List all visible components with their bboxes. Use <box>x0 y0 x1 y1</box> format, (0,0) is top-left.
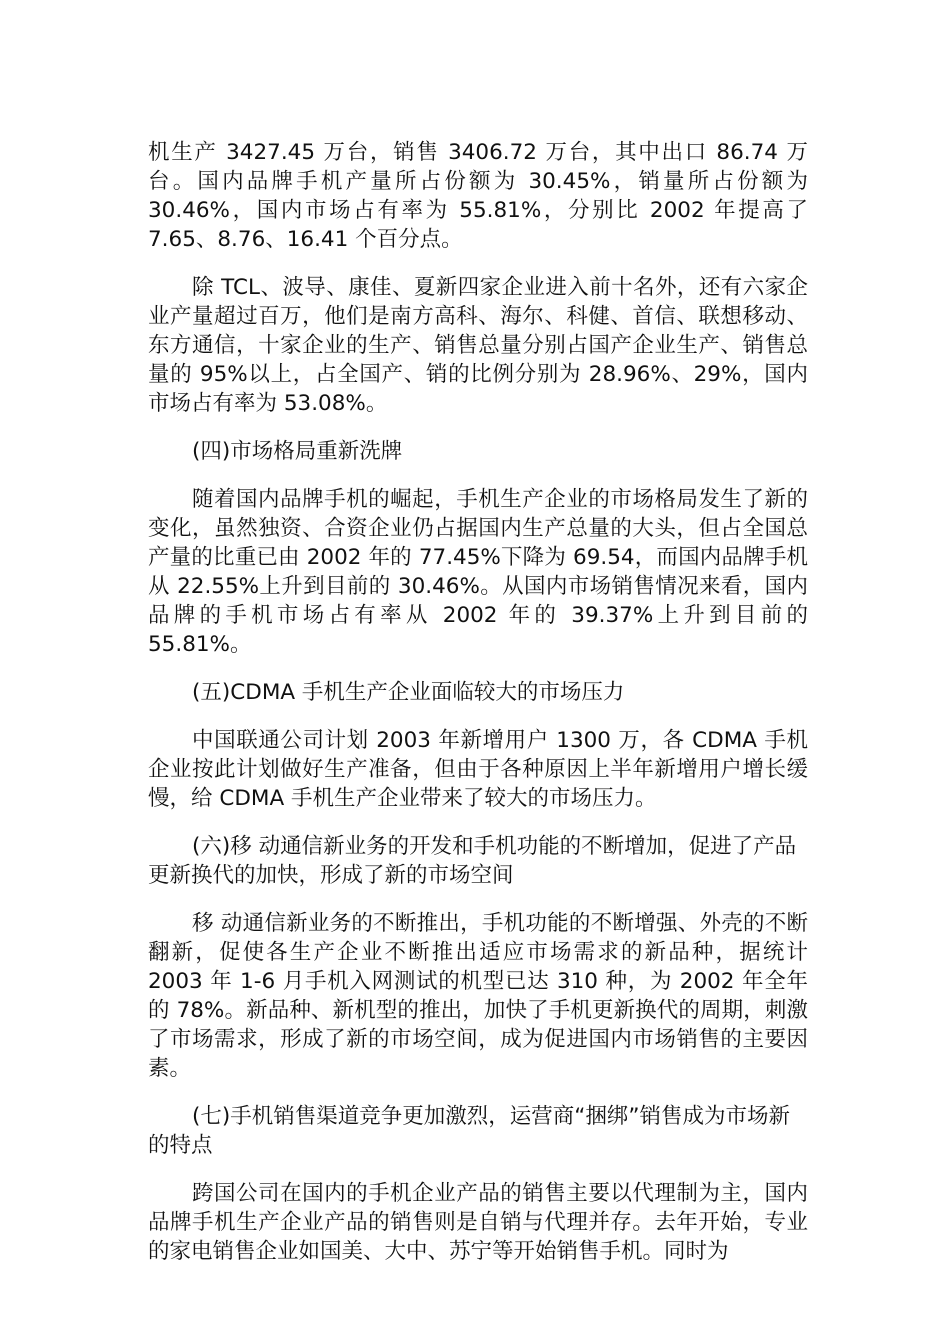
section-heading-6: (六)移 动通信新业务的开发和手机功能的不断增加，促进了产品更新换代的加快，形成了新的市场空间 <box>148 834 797 888</box>
section-heading-7: (七)手机销售渠道竞争更加激烈，运营商“捆绑”销售成为市场新的特点 <box>148 1104 791 1158</box>
paragraph-new-services: 移 动通信新业务的不断推出，手机功能的不断增强、外壳的不断翻新，促使各生产企业不断推出适应市场需求的新品种，据统计 2003 年 1-6 月手机入网测试的机型已达 310 种，为 2002 年全年的 78%。新品种、新机型的推出，加快了手机更新换代的周期，刺激了市场需求，形成了新的市场空间，成为促进国内市场销售的主要因素。 <box>148 911 808 1081</box>
paragraph-production-stats: 机生产 3427.45 万台，销售 3406.72 万台，其中出口 86.74 万台。国内品牌手机产量所占份额为 30.45%，销量所占份额为 30.46%，国内市场占有率为 55.81%，分别比 2002 年提高了 7.65、8.76、16.41 个百分点。 <box>148 140 808 252</box>
paragraph-sales-channels: 跨国公司在国内的手机企业产品的销售主要以代理制为主，国内品牌手机生产企业产品的销售则是自销与代理并存。去年开始，专业的家电销售企业如国美、大中、苏宁等开始销售手机。同时为 <box>148 1181 808 1264</box>
document-page <box>148 138 808 1285</box>
section-heading-5: (五)CDMA 手机生产企业面临较大的市场压力 <box>192 680 625 705</box>
paragraph-market-reshuffle: 随着国内品牌手机的崛起，手机生产企业的市场格局发生了新的变化，虽然独资、合资企业仍占据国内生产总量的大头，但占全国总产量的比重已由 2002 年的 77.45%下降为 69.54，而国内品牌手机从 22.55%上升到目前的 30.46%。从国内市场销售情况来看，国内品牌的手机市场占有率从 2002 年的 39.37%上升到目前的 55.81%。 <box>148 487 808 657</box>
section-heading-4: (四)市场格局重新洗牌 <box>192 439 403 464</box>
paragraph-cdma-pressure: 中国联通公司计划 2003 年新增用户 1300 万，各 CDMA 手机企业按此计划做好生产准备，但由于各种原因上半年新增用户增长缓慢，给 CDMA 手机生产企业带来了较大的市场压力。 <box>148 728 808 811</box>
paragraph-top-ten-enterprises: 除 TCL、波导、康佳、夏新四家企业进入前十名外，还有六家企业产量超过百万，他们是南方高科、海尔、科健、首信、联想移动、东方通信，十家企业的生产、销售总量分别占国产企业生产、销售总量的 95%以上，占全国产、销的比例分别为 28.96%、29%，国内市场占有率为 53.08%。 <box>148 275 808 416</box>
